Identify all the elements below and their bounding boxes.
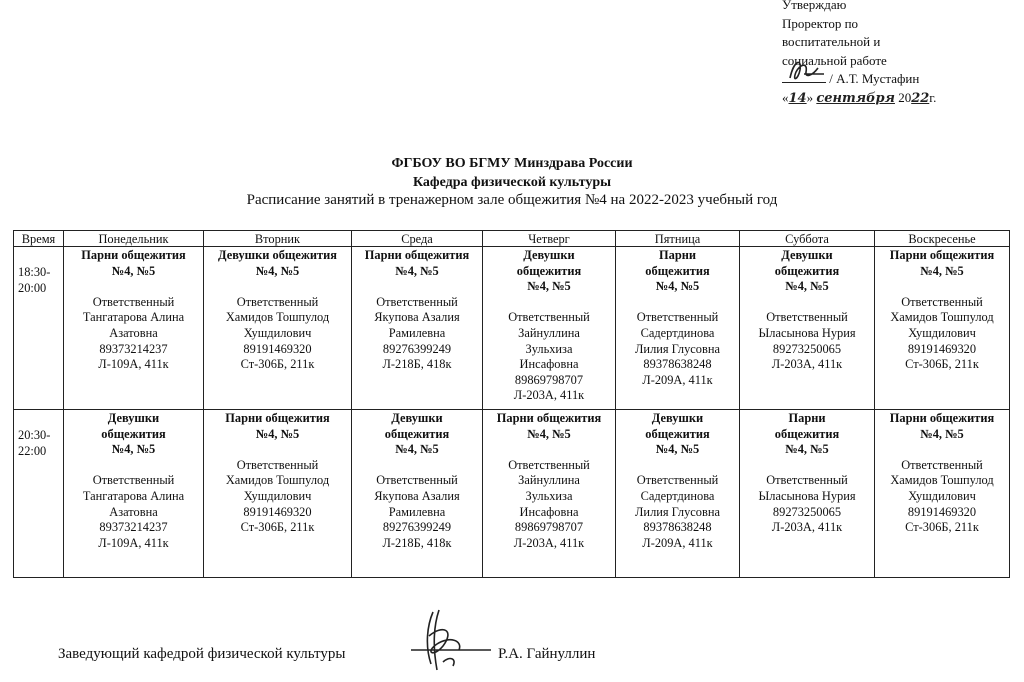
responsible-info: Хушдилович [243, 488, 312, 503]
responsible-info: Ст-306Б, 211к [240, 357, 315, 372]
group-label: №4, №5 [255, 263, 300, 278]
group-label: №4, №5 [655, 279, 700, 294]
head-position: Заведующий кафедрой физической культуры [58, 646, 346, 662]
group-label: Парни общежития [889, 248, 995, 262]
approval-line: социальной работе [782, 52, 887, 68]
responsible-info: Л-109А, 411к [98, 357, 169, 372]
schedule-cell [352, 410, 483, 578]
approval-date-month: сентября [816, 90, 895, 106]
responsible-info: Хушдилович [243, 325, 312, 340]
responsible-info: Л-109А, 411к [98, 535, 169, 550]
responsible-label: Ответственный [92, 473, 175, 488]
group-label: Парни [788, 411, 826, 425]
responsible-info: Л-203А, 411к [771, 357, 843, 372]
table-header-row [14, 231, 1010, 247]
group-label: общежития [384, 426, 450, 441]
responsible-label: Ответственный [376, 473, 458, 488]
responsible-info: 89373214237 [99, 520, 168, 535]
approval-signature-row [782, 70, 1022, 89]
group-label: №4, №5 [785, 279, 829, 294]
schedule-title: Расписание занятий в тренажерном зале общежития №4 на 2022-2023 учебный год [246, 192, 778, 208]
responsible-info: Лилия Глусовна [635, 504, 720, 519]
schedule-cell [740, 247, 875, 410]
group-label: №4, №5 [655, 442, 700, 457]
responsible-info: Ст-306Б, 211к [905, 520, 979, 535]
group-label: №4, №5 [111, 442, 156, 457]
responsible-info: Л-209А, 411к [642, 535, 713, 550]
schedule-table [13, 230, 1010, 578]
responsible-info: Л-203А, 411к [513, 388, 585, 403]
responsible-info: Якупова Азалия [374, 488, 460, 503]
responsible-info: Инсафовна [519, 504, 579, 519]
group-label: Девушки [651, 411, 704, 425]
responsible-info: Тангатарова Алина [82, 310, 185, 325]
approval-signer: / А.Т. Мустафин [829, 71, 920, 86]
approval-date-year: 22 [911, 90, 930, 106]
head-signature-icon [403, 606, 493, 676]
head-name: Р.А. Гайнуллин [498, 646, 596, 662]
responsible-info: Хушдилович [908, 325, 976, 340]
responsible-info: Зайнуллина [518, 325, 580, 340]
responsible-info: 89373214237 [99, 341, 168, 356]
schedule-cell [352, 247, 483, 410]
group-label: Девушки [107, 411, 160, 425]
group-label: общежития [645, 426, 710, 441]
responsible-info: Ыласынова Нурия [758, 488, 856, 503]
approval-block [782, 0, 1022, 108]
responsible-info: Зульхиза [525, 341, 573, 356]
responsible-info: Садертдинова [640, 325, 715, 340]
responsible-info: Садертдинова [640, 488, 715, 503]
responsible-label: Ответственный [508, 310, 590, 325]
responsible-info: Рамилевна [388, 325, 446, 340]
responsible-info: 89276399249 [382, 341, 452, 356]
responsible-label: Ответственный [236, 457, 319, 472]
responsible-info: 89378638248 [643, 520, 712, 535]
responsible-info: Хамидов Тошпулод [890, 473, 994, 488]
responsible-info: 89869798707 [514, 520, 584, 535]
schedule-cell [875, 410, 1010, 578]
schedule-cell [616, 247, 740, 410]
responsible-info: 89191469320 [243, 504, 312, 519]
group-label: Парни общежития [889, 411, 995, 425]
group-label: Парни общежития [496, 411, 602, 425]
schedule-cell [483, 247, 616, 410]
responsible-info: 89869798707 [514, 372, 584, 387]
group-label: №4, №5 [395, 263, 439, 278]
schedule-cell [740, 410, 875, 578]
group-label: общежития [101, 426, 166, 441]
responsible-label: Ответственный [92, 294, 175, 309]
responsible-info: Ст-306Б, 211к [905, 357, 979, 372]
responsible-info: Ст-306Б, 211к [240, 520, 315, 535]
group-label: №4, №5 [395, 442, 439, 457]
responsible-info: Азатовна [109, 504, 158, 519]
column-header: Вторник [204, 231, 352, 247]
column-header: Суббота [740, 231, 875, 247]
responsible-info: Азатовна [109, 325, 158, 340]
responsible-info: 89273250065 [772, 341, 842, 356]
approval-line: Проректор по [782, 15, 859, 31]
responsible-info: Л-218Б, 418к [382, 357, 452, 372]
schedule-cell [204, 247, 352, 410]
responsible-info: Л-203А, 411к [513, 535, 585, 550]
responsible-info: Зайнуллина [518, 473, 580, 488]
group-label: общежития [516, 263, 582, 278]
group-label: Парни общежития [364, 248, 470, 262]
approval-line: Утверждаю [782, 0, 847, 12]
group-label: Девушки [523, 248, 575, 262]
responsible-info: Рамилевна [388, 504, 446, 519]
group-label: №4, №5 [920, 263, 964, 278]
responsible-label: Ответственный [636, 473, 719, 488]
responsible-label: Ответственный [766, 473, 848, 488]
responsible-info: Тангатарова Алина [82, 488, 185, 503]
approval-date: «14» сентября 2022г. [782, 89, 1022, 109]
group-label: Девушки [391, 411, 443, 425]
responsible-label: Ответственный [901, 294, 983, 309]
schedule-cell [875, 247, 1010, 410]
group-label: Парни общежития [225, 411, 330, 425]
group-label: Парни общежития [81, 248, 186, 262]
column-header: Воскресенье [875, 231, 1010, 247]
responsible-label: Ответственный [636, 310, 719, 325]
group-label: общежития [774, 263, 840, 278]
responsible-label: Ответственный [508, 457, 590, 472]
column-header: Пятница [616, 231, 740, 247]
department-name: Кафедра физической культуры [412, 175, 612, 190]
responsible-info: Л-218Б, 418к [382, 535, 452, 550]
responsible-info: 89191469320 [907, 341, 977, 356]
responsible-info: 89191469320 [243, 341, 312, 356]
responsible-info: Хамидов Тошпулод [890, 310, 994, 325]
approval-date-day: 14 [788, 90, 807, 106]
responsible-info: Л-203А, 411к [771, 520, 843, 535]
column-header: Понедельник [64, 231, 204, 247]
responsible-info: Якупова Азалия [374, 310, 460, 325]
group-label: №4, №5 [255, 426, 300, 441]
time-cell: 20:30- 22:00 [14, 410, 64, 578]
responsible-info: Хушдилович [908, 488, 976, 503]
responsible-label: Ответственный [901, 457, 983, 472]
responsible-info: Хамидов Тошпулод [225, 310, 330, 325]
group-label: №4, №5 [920, 426, 964, 441]
schedule-cell [616, 410, 740, 578]
responsible-label: Ответственный [236, 294, 319, 309]
institution-name: ФГБОУ ВО БГМУ Минздрава России [391, 156, 633, 171]
column-header: Среда [352, 231, 483, 247]
column-header: Время [14, 231, 64, 247]
responsible-info: 89191469320 [907, 504, 977, 519]
column-header: Четверг [483, 231, 616, 247]
responsible-label: Ответственный [376, 294, 458, 309]
group-label: Парни [658, 248, 696, 262]
schedule-cell [64, 410, 204, 578]
group-label: общежития [645, 263, 710, 278]
schedule-cell [483, 410, 616, 578]
table-row [14, 247, 1010, 410]
responsible-info: Зульхиза [525, 488, 573, 503]
group-label: №4, №5 [527, 426, 571, 441]
responsible-info: 89276399249 [382, 520, 452, 535]
responsible-label: Ответственный [766, 310, 848, 325]
responsible-info: 89378638248 [643, 357, 712, 372]
approval-line: воспитательной и [782, 34, 881, 49]
prorector-signature-icon [784, 56, 830, 86]
responsible-info: 89273250065 [772, 504, 842, 519]
responsible-info: Инсафовна [519, 357, 579, 372]
group-label: общежития [774, 426, 840, 441]
responsible-info: Хамидов Тошпулод [225, 473, 330, 488]
responsible-info: Ыласынова Нурия [758, 325, 856, 340]
group-label: Девушки общежития [218, 248, 337, 262]
group-label: №4, №5 [527, 279, 571, 294]
responsible-info: Лилия Глусовна [635, 341, 720, 356]
schedule-cell [64, 247, 204, 410]
table-row [14, 410, 1010, 578]
group-label: Девушки [781, 248, 833, 262]
time-cell: 18:30- 20:00 [14, 247, 64, 410]
group-label: №4, №5 [111, 263, 156, 278]
schedule-cell [204, 410, 352, 578]
group-label: №4, №5 [785, 442, 829, 457]
responsible-info: Л-209А, 411к [642, 372, 713, 387]
